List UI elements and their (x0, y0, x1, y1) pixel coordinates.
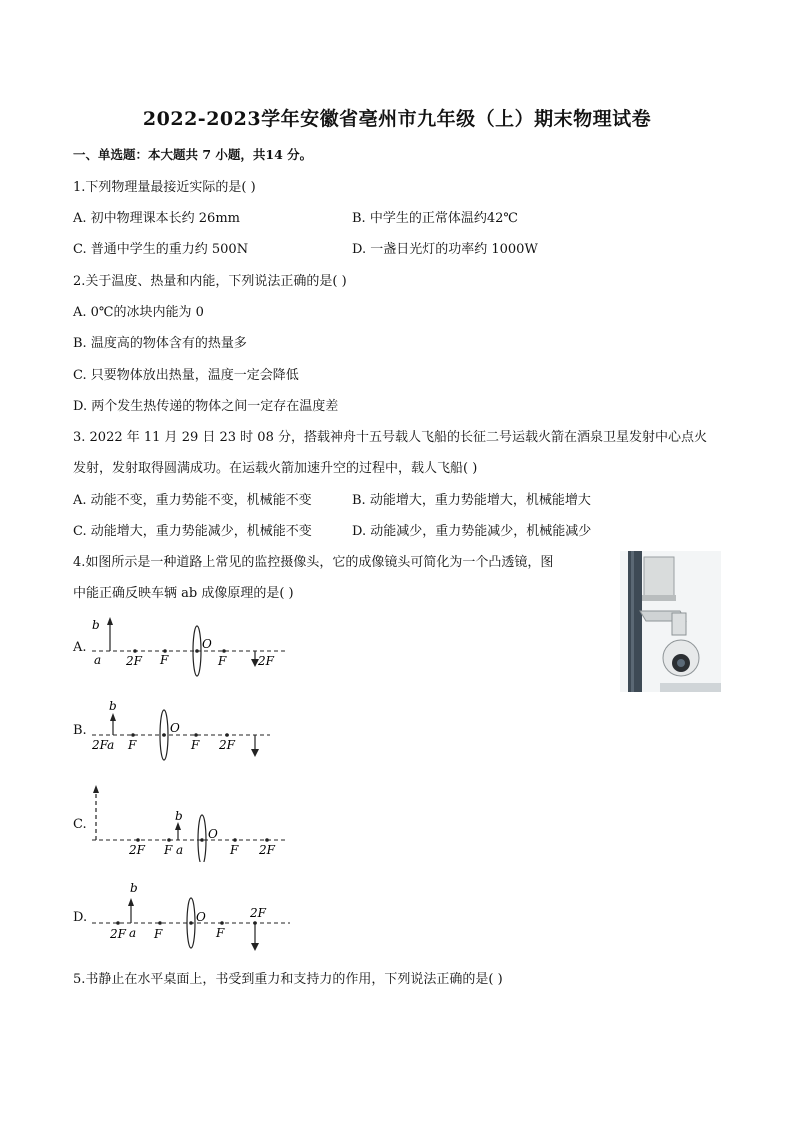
option-c-optical-center: O (208, 827, 218, 841)
question-1-option-a: A. 初中物理课本长约 26mm (73, 211, 240, 226)
question-4-option-d-label: D. (73, 910, 88, 925)
option-d-left-f: F (154, 927, 163, 941)
question-3-stem-line1: 3. 2022 年 11 月 29 日 23 时 08 分，搭载神舟十五号载人飞船的长征二号运载火箭在酒泉卫星发射中心点火 (73, 430, 707, 445)
question-2-option-b: B. 温度高的物体含有的热量多 (73, 336, 247, 351)
option-d-right-f: F (216, 926, 225, 940)
option-c-object-top-label: b (175, 809, 183, 823)
option-a-left-f: F (160, 653, 169, 667)
question-4-option-b-label: B. (73, 723, 87, 738)
option-a-right-f: F (218, 654, 227, 668)
option-b-lens-diagram (90, 697, 290, 762)
surveillance-camera-photo (620, 551, 721, 692)
question-3-option-a: A. 动能不变，重力势能不变，机械能不变 (73, 493, 312, 508)
option-b-object-bottom-label: 2Fa (92, 738, 115, 752)
question-1-option-b: B. 中学生的正常体温约42℃ (352, 211, 518, 226)
option-c-right-2f: 2F (259, 843, 275, 857)
question-5-stem: 5.书静止在水平桌面上，书受到重力和支持力的作用，下列说法正确的是( ) (73, 972, 503, 987)
question-4-option-a-label: A. (73, 640, 87, 655)
question-2-stem: 2.关于温度、热量和内能，下列说法正确的是( ) (73, 274, 347, 289)
option-b-left-f: F (128, 738, 137, 752)
option-b-right-f: F (191, 738, 200, 752)
option-c-left-2f: 2F (129, 843, 145, 857)
question-4-stem-line2: 中能正确反映车辆 ab 成像原理的是( ) (73, 586, 294, 601)
question-4-stem-line1: 4.如图所示是一种道路上常见的监控摄像头，它的成像镜头可简化为一个凸透镜，图 (73, 555, 554, 570)
question-3-option-c: C. 动能增大，重力势能减少，机械能不变 (73, 524, 312, 539)
option-a-lens-diagram (90, 613, 290, 678)
option-c-object-bottom-label: a (176, 843, 184, 857)
question-2-option-a: A. 0℃的冰块内能为 0 (73, 305, 204, 320)
question-4-option-c-label: C. (73, 817, 87, 832)
question-3-option-d: D. 动能减少，重力势能减少，机械能减少 (352, 524, 592, 539)
option-d-optical-center: O (196, 910, 206, 924)
option-d-lens-diagram (90, 875, 295, 957)
option-d-object-top-label: b (130, 881, 138, 895)
option-a-optical-center: O (202, 637, 212, 651)
option-b-optical-center: O (170, 721, 180, 735)
option-a-left-2f: 2F (126, 654, 142, 668)
question-3-option-b: B. 动能增大，重力势能增大，机械能增大 (352, 493, 591, 508)
page-title: 2022-2023学年安徽省亳州市九年级（上）期末物理试卷 (142, 108, 652, 130)
option-c-right-f: F (230, 843, 239, 857)
option-c-left-f: F (164, 843, 173, 857)
option-d-left-2f: 2F (110, 927, 126, 941)
question-2-option-c: C. 只要物体放出热量，温度一定会降低 (73, 368, 299, 383)
option-b-object-top-label: b (109, 699, 117, 713)
option-a-object-bottom-label: a (94, 653, 102, 667)
question-1-option-c: C. 普通中学生的重力约 500N (73, 242, 249, 257)
option-c-lens-diagram (90, 780, 290, 862)
question-1-option-d: D. 一盏日光灯的功率约 1000W (352, 242, 538, 257)
section-heading: 一、单选题：本大题共 7 小题，共14 分。 (73, 147, 313, 162)
option-a-right-2f: 2F (258, 654, 274, 668)
question-3-stem-line2: 发射，发射取得圆满成功。在运载火箭加速升空的过程中，载人飞船( ) (73, 461, 478, 476)
option-a-object-top-label: b (92, 618, 100, 632)
option-d-right-2f: 2F (250, 906, 266, 920)
option-d-object-bottom-label: a (129, 926, 137, 940)
question-2-option-d: D. 两个发生热传递的物体之间一定存在温度差 (73, 399, 339, 414)
option-b-right-2f: 2F (219, 738, 235, 752)
question-1-stem: 1.下列物理量最接近实际的是( ) (73, 180, 256, 195)
